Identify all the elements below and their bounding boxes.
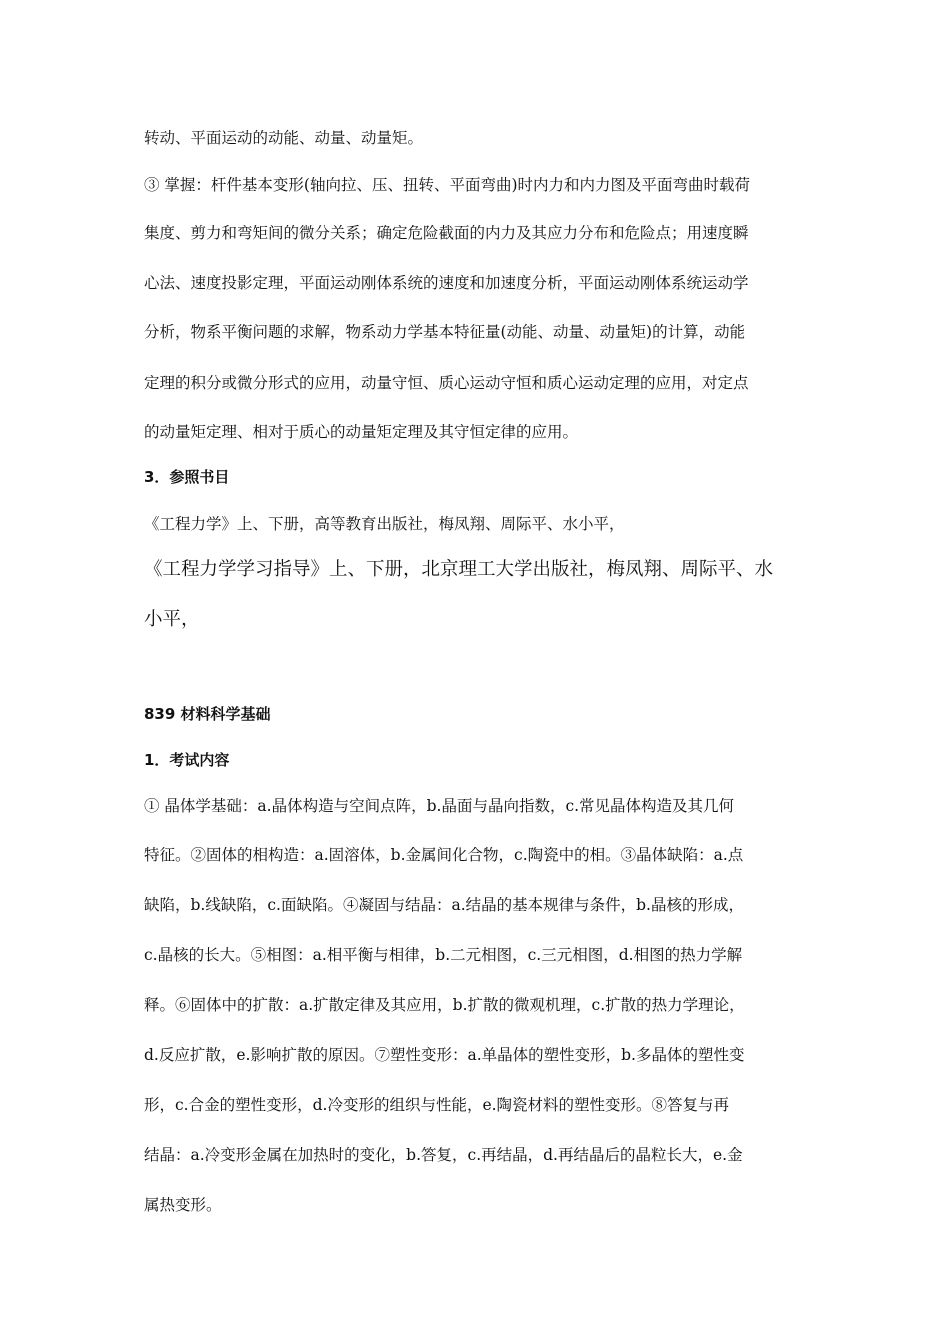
paragraph-line: 形，c.合金的塑性变形，d.冷变形的组织与性能，e.陶瓷材料的塑性变形。⑧答复与再	[144, 1096, 730, 1114]
paragraph-line: 集度、剪力和弯矩间的微分关系；确定危险截面的内力及其应力分布和危险点；用速度瞬	[144, 224, 749, 242]
paragraph-line: 结晶：a.冷变形金属在加热时的变化，b.答复，c.再结晶，d.再结晶后的晶粒长大，e.金	[144, 1146, 743, 1164]
section-heading-references: 3．参照书目	[144, 468, 230, 486]
paragraph-line: 的动量矩定理、相对于质心的动量矩定理及其守恒定律的应用。	[144, 423, 579, 441]
subject-title: 839 材料科学基础	[144, 705, 271, 723]
paragraph-line: 心法、速度投影定理，平面运动刚体系统的速度和加速度分析，平面运动刚体系统运动学	[144, 274, 749, 292]
paragraph-line: 特征。②固体的相构造：a.固溶体，b.金属间化合物，c.陶瓷中的相。③晶体缺陷：a.点	[144, 846, 744, 864]
paragraph-line: 分析，物系平衡问题的求解，物系动力学基本特征量(动能、动量、动量矩)的计算，动能	[144, 323, 746, 341]
paragraph-line: d.反应扩散，e.影响扩散的原因。⑦塑性变形：a.单晶体的塑性变形，b.多晶体的塑性变	[144, 1046, 745, 1064]
reference-book: 《工程力学》上、下册，高等教育出版社，梅凤翔、周际平、水小平，	[144, 515, 625, 533]
paragraph-line: c.晶核的长大。⑤相图：a.相平衡与相律，b.二元相图，c.三元相图，d.相图的热力学解	[144, 946, 743, 964]
section-heading-content: 1．考试内容	[144, 751, 230, 769]
paragraph-line: 属热变形。	[144, 1196, 222, 1214]
paragraph-line: 缺陷，b.线缺陷，c.面缺陷。④凝固与结晶：a.结晶的基本规律与条件，b.晶核的形成，	[144, 896, 744, 914]
reference-book: 《工程力学学习指导》上、下册，北京理工大学出版社，梅凤翔、周际平、水	[144, 559, 774, 580]
paragraph-line: ③ 掌握：杆件基本变形(轴向拉、压、扭转、平面弯曲)时内力和内力图及平面弯曲时载荷	[144, 176, 751, 194]
paragraph-line: ① 晶体学基础：a.晶体构造与空间点阵，b.晶面与晶向指数，c.常见晶体构造及其几何	[144, 797, 735, 815]
reference-book-continuation: 小平，	[144, 609, 200, 630]
paragraph-line: 释。⑥固体中的扩散：a.扩散定律及其应用，b.扩散的微观机理，c.扩散的热力学理论，	[144, 996, 745, 1014]
paragraph-line: 定理的积分或微分形式的应用，动量守恒、质心运动守恒和质心运动定理的应用，对定点	[144, 374, 749, 392]
paragraph-line: 转动、平面运动的动能、动量、动量矩。	[144, 129, 424, 147]
